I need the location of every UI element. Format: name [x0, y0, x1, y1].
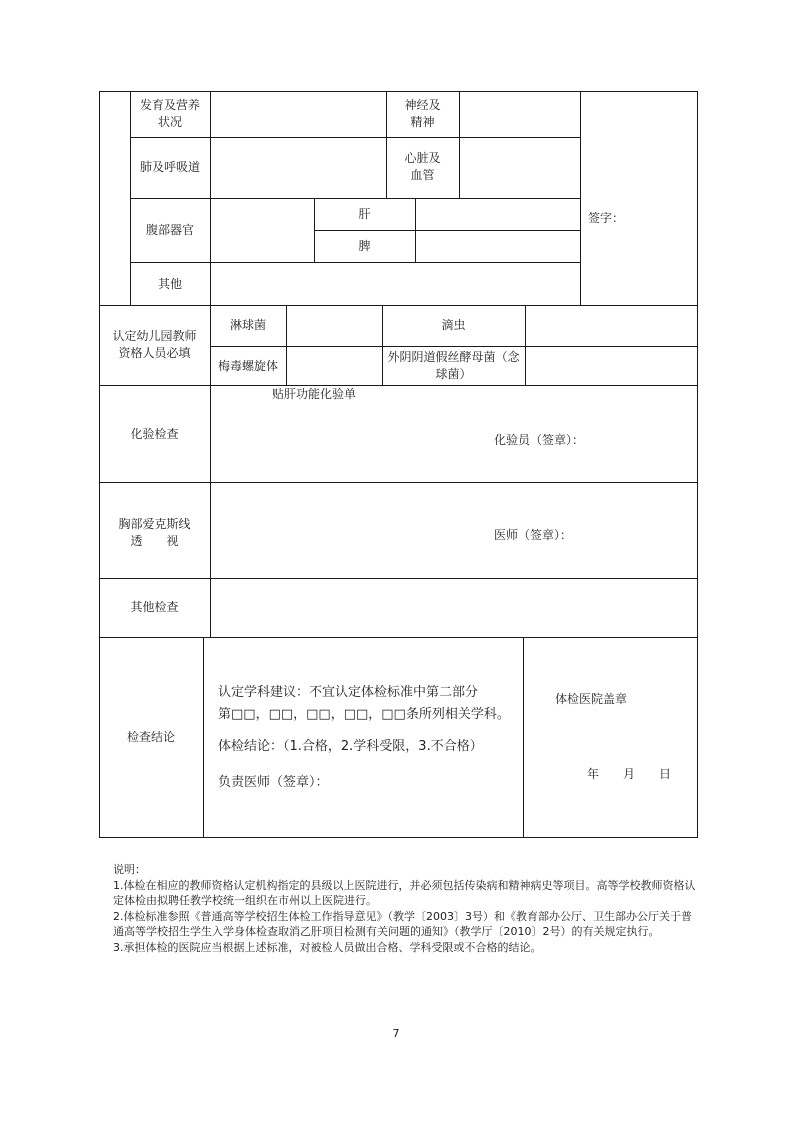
development-label-line-1: 发育及营养: [139, 98, 200, 112]
vulvovaginal-label: [382, 349, 525, 383]
kindergarten-label-line-1: 认定幼儿园教师: [112, 329, 197, 343]
hospital-stamp-label: 体检医院盖章: [555, 692, 628, 706]
notes-item-1: 1.体检在相应的教师资格认定机构指定的县级以上医院进行，并必须包括传染病和精神病史等项目。高等学校教师资格认定体检由拟聘任教学校统一组织在市州以上医院进行。: [113, 878, 696, 908]
notes-item-2: 2.体检标准参照《普通高等学校招生体检工作指导意见》（教学〔2003〕3号）和《教育部办公厅、卫生部办公厅关于普通高等学校招生学生入学身体检查取消乙肝项目检测有关问题的通知》（教学厅〔2010〕2号）的有关规定执行。: [113, 909, 692, 939]
heart-label: [386, 150, 459, 184]
other-label: 其他: [157, 277, 182, 291]
conclusion-items: 第□□，□□，□□，□□，□□条所列相关学科。: [218, 707, 510, 722]
lab-note: 贴肝功能化验单: [272, 387, 357, 401]
notes-item-3: 3.承担体检的医院应当根据上述标准，对被检人员做出合格、学科受限或不合格的结论。: [113, 940, 542, 954]
nerve-label: [386, 97, 459, 131]
page-number: 7: [392, 1027, 400, 1040]
conclusion-doctor: 负责医师（签章）：: [218, 775, 329, 790]
xray-label: [99, 516, 210, 550]
kindergarten-label-line-2: 资格人员必填: [118, 346, 191, 360]
trichomonas-label: 滴虫: [441, 318, 466, 332]
vulvovaginal-label-line-1: 外阴阴道假丝酵母菌（念: [387, 350, 520, 364]
xray-label-line-1: 胸部爱克斯线: [118, 517, 191, 531]
spleen-label: 脾: [358, 239, 371, 253]
liver-label: 肝: [358, 207, 371, 221]
development-label-line-2: 状况: [157, 115, 182, 129]
kindergarten-label: [99, 328, 210, 362]
development-label: [130, 97, 210, 131]
xray-label-line-2: 透 视: [130, 534, 179, 548]
abdomen-label: 腹部器官: [145, 223, 194, 237]
conclusion-suggestion: 认定学科建议：不宜认定体检标准中第二部分: [218, 685, 479, 700]
conclusion-label: 检查结论: [126, 730, 175, 744]
vulvovaginal-label-line-2: 球菌）: [435, 367, 472, 381]
lab-signer: 化验员（签章）：: [494, 433, 585, 447]
signature-label: 签字：: [588, 211, 625, 225]
nerve-label-line-2: 精神: [410, 115, 435, 129]
nerve-label-line-1: 神经及: [404, 98, 441, 112]
notes-title: 说明：: [113, 863, 146, 876]
notes-section: [113, 862, 698, 956]
conclusion-result: 体检结论：（1.合格，2.学科受限，3.不合格）: [218, 739, 483, 754]
heart-label-line-2: 血管: [410, 168, 435, 182]
xray-signer: 医师（签章）：: [494, 528, 573, 542]
lung-label: 肺及呼吸道: [139, 160, 200, 174]
lab-label: 化验检查: [130, 427, 179, 441]
heart-label-line-1: 心脏及: [404, 151, 441, 165]
other-exam-label: 其他检查: [130, 600, 179, 614]
syphilis-label: 梅毒螺旋体: [217, 359, 278, 373]
conclusion-date: 年 月 日: [587, 767, 672, 781]
gonococcus-label: 淋球菌: [229, 318, 266, 332]
